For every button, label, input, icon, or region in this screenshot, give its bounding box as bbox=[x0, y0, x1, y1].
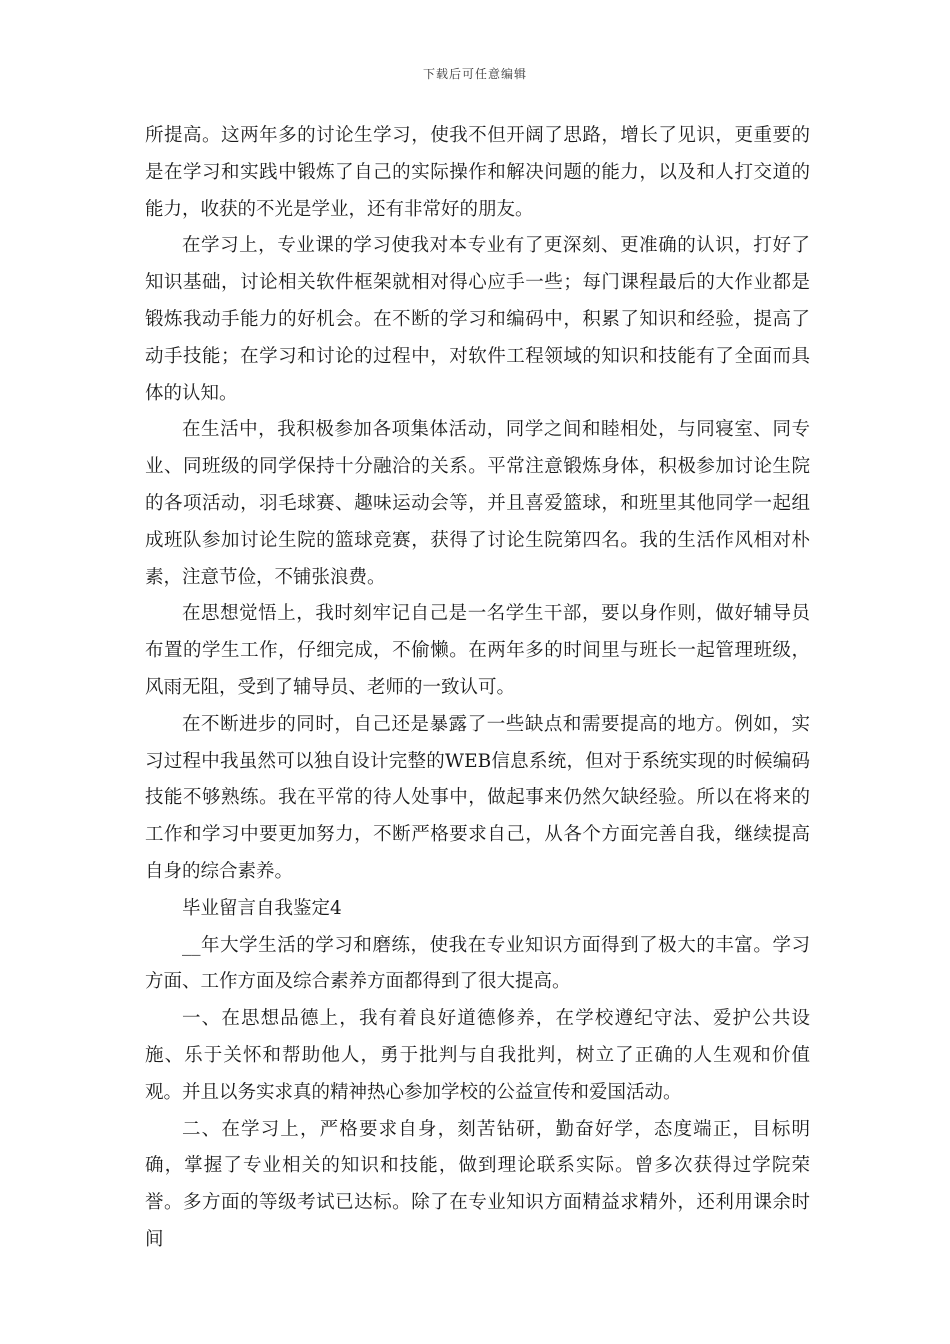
document-body bbox=[145, 118, 810, 1259]
paragraph: 在思想觉悟上，我时刻牢记自己是一名学生干部，要以身作则，做好辅导员布置的学生工作，仔细完成，不偷懒。在两年多的时间里与班长一起管理班级，风雨无阻，受到了辅导员、老师的一致认可。 bbox=[145, 603, 810, 698]
paragraph: __年大学生活的学习和磨练，使我在专业知识方面得到了极大的丰富。学习方面、工作方面及综合素养方面都得到了很大提高。 bbox=[145, 934, 810, 993]
paragraph: 二、在学习上，严格要求自身，刻苦钻研，勤奋好学，态度端正，目标明确，掌握了专业相关的知识和技能，做到理论联系实际。曾多次获得过学院荣誉。多方面的等级考试已达标。除了在专业知识方面精益求精外，还利用课余时间 bbox=[145, 1118, 810, 1250]
paragraph: 在学习上，专业课的学习使我对本专业有了更深刻、更准确的认识，打好了知识基础，讨论相关软件框架就相对得心应手一些；每门课程最后的大作业都是锻炼我动手能力的好机会。在不断的学习和编码中，积累了知识和经验，提高了动手技能；在学习和讨论的过程中，对软件工程领域的知识和技能有了全面而具体的认知。 bbox=[145, 235, 810, 404]
paragraph: 在不断进步的同时，自己还是暴露了一些缺点和需要提高的地方。例如，实习过程中我虽然可以独自设计完整的WEB信息系统，但对于系统实现的时候编码技能不够熟练。我在平常的待人处事中，做起事来仍然欠缺经验。所以在将来的工作和学习中要更加努力，不断严格要求自己，从各个方面完善自我，继续提高自身的综合素养。 bbox=[145, 713, 810, 882]
section-heading: 毕业留言自我鉴定4 bbox=[182, 897, 342, 919]
header-note: 下载后可任意编辑 bbox=[422, 67, 527, 81]
paragraph: 在生活中，我积极参加各项集体活动，同学之间和睦相处，与同寝室、同专业、同班级的同学保持十分融洽的关系。平常注意锻炼身体，积极参加讨论生院的各项活动，羽毛球赛、趣味运动会等，并且喜爱篮球，和班里其他同学一起组成班队参加讨论生院的篮球竞赛，获得了讨论生院第四名。我的生活作风相对朴素，注意节俭，不铺张浪费。 bbox=[145, 419, 810, 588]
paragraph: 所提高。这两年多的讨论生学习，使我不但开阔了思路，增长了见识，更重要的是在学习和实践中锻炼了自己的实际操作和解决问题的能力，以及和人打交道的能力，收获的不光是学业，还有非常好的朋友。 bbox=[145, 125, 810, 220]
paragraph: 一、在思想品德上，我有着良好道德修养，在学校遵纪守法、爱护公共设施、乐于关怀和帮助他人，勇于批判与自我批判，树立了正确的人生观和价值观。并且以务实求真的精神热心参加学校的公益宣传和爱国活动。 bbox=[145, 1008, 810, 1103]
